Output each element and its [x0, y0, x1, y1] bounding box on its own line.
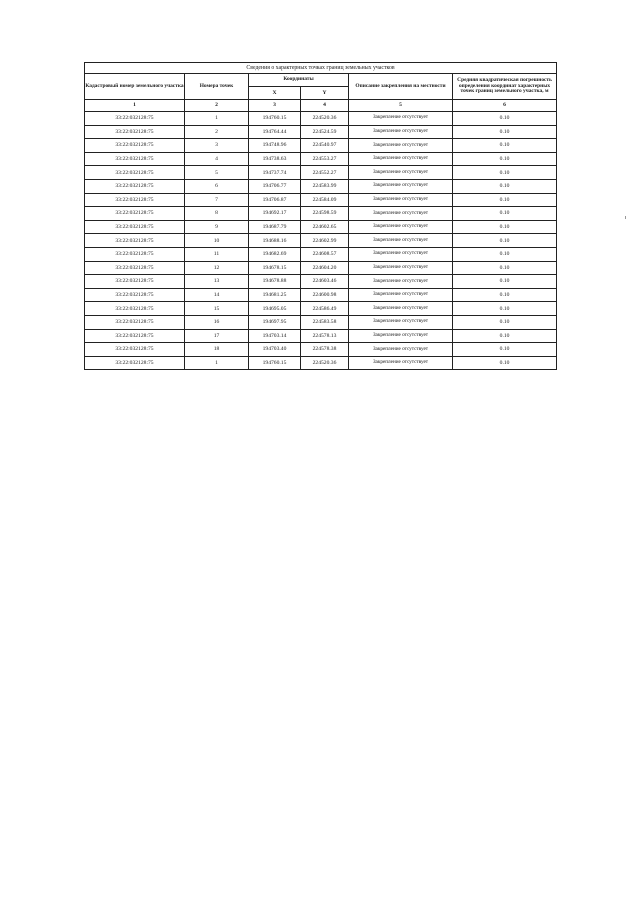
column-number: 4 [301, 100, 349, 112]
cell-accuracy: 0.10 [453, 139, 557, 153]
cell-coord-x: 194764.44 [249, 125, 301, 139]
cell-point-number: 1 [185, 112, 249, 126]
cell-coord-y: 224604.20 [301, 261, 349, 275]
cell-coord-x: 194703.40 [249, 343, 301, 357]
table-row [85, 112, 557, 126]
cell-description: Закрепление отсутствует [349, 343, 453, 357]
cell-point-number: 15 [185, 302, 249, 316]
cell-description: Закрепление отсутствует [349, 152, 453, 166]
cell-accuracy: 0.10 [453, 315, 557, 329]
cell-point-number: 16 [185, 315, 249, 329]
cell-description: Закрепление отсутствует [349, 247, 453, 261]
document-sheet [84, 62, 556, 370]
cell-cadastral: 33:22:032128:75 [85, 275, 185, 289]
cell-cadastral: 33:22:032128:75 [85, 315, 185, 329]
cell-coord-y: 224578.38 [301, 343, 349, 357]
table-row [85, 329, 557, 343]
cell-description: Закрепление отсутствует [349, 139, 453, 153]
table-row [85, 179, 557, 193]
table-row [85, 234, 557, 248]
caption-row [85, 63, 557, 74]
cell-coord-y: 224602.65 [301, 220, 349, 234]
cell-coord-y: 224583.58 [301, 315, 349, 329]
table-row [85, 139, 557, 153]
cell-description: Закрепление отсутствует [349, 112, 453, 126]
cell-description: Закрепление отсутствует [349, 166, 453, 180]
header-row-1 [85, 74, 557, 87]
cell-accuracy: 0.10 [453, 261, 557, 275]
cell-coord-y: 224608.57 [301, 247, 349, 261]
cell-coord-x: 194688.16 [249, 234, 301, 248]
cell-coord-y: 224540.97 [301, 139, 349, 153]
cell-accuracy: 0.10 [453, 356, 557, 370]
cell-description: Закрепление отсутствует [349, 125, 453, 139]
cell-cadastral: 33:22:032128:75 [85, 125, 185, 139]
table-row [85, 343, 557, 357]
cell-coord-y: 224578.13 [301, 329, 349, 343]
cell-cadastral: 33:22:032128:75 [85, 179, 185, 193]
cell-cadastral: 33:22:032128:75 [85, 247, 185, 261]
table-row [85, 193, 557, 207]
cell-cadastral: 33:22:032128:75 [85, 356, 185, 370]
cell-point-number: 11 [185, 247, 249, 261]
cell-coord-y: 224524.59 [301, 125, 349, 139]
cell-coord-x: 194695.05 [249, 302, 301, 316]
cell-coord-y: 224598.59 [301, 207, 349, 221]
cell-coord-x: 194738.63 [249, 152, 301, 166]
cell-point-number: 10 [185, 234, 249, 248]
cell-coord-x: 194692.17 [249, 207, 301, 221]
cell-point-number: 7 [185, 193, 249, 207]
cell-description: Закрепление отсутствует [349, 207, 453, 221]
cell-accuracy: 0.10 [453, 179, 557, 193]
cell-cadastral: 33:22:032128:75 [85, 261, 185, 275]
cell-point-number: 6 [185, 179, 249, 193]
boundary-points-table [84, 62, 557, 370]
cell-cadastral: 33:22:032128:75 [85, 193, 185, 207]
table-row [85, 152, 557, 166]
cell-description: Закрепление отсутствует [349, 193, 453, 207]
cell-accuracy: 0.10 [453, 329, 557, 343]
cell-coord-y: 224520.36 [301, 356, 349, 370]
cell-point-number: 3 [185, 139, 249, 153]
cell-point-number: 2 [185, 125, 249, 139]
cell-point-number: 1 [185, 356, 249, 370]
cell-cadastral: 33:22:032128:75 [85, 166, 185, 180]
header-x: X [249, 87, 301, 100]
table-row [85, 275, 557, 289]
cell-accuracy: 0.10 [453, 275, 557, 289]
cell-accuracy: 0.10 [453, 112, 557, 126]
table-caption: Сведения о характерных точках границ земельных участков [85, 63, 557, 74]
cell-cadastral: 33:22:032128:75 [85, 152, 185, 166]
cell-coord-x: 194687.79 [249, 220, 301, 234]
cell-cadastral: 33:22:032128:75 [85, 220, 185, 234]
table-row [85, 125, 557, 139]
cell-coord-x: 194737.74 [249, 166, 301, 180]
cell-coord-y: 224603.46 [301, 275, 349, 289]
table-row [85, 261, 557, 275]
cell-coord-y: 224586.49 [301, 302, 349, 316]
cell-description: Закрепление отсутствует [349, 315, 453, 329]
cell-description: Закрепление отсутствует [349, 234, 453, 248]
column-number: 1 [85, 100, 185, 112]
cell-point-number: 9 [185, 220, 249, 234]
cell-coord-y: 224602.99 [301, 234, 349, 248]
table-body [85, 112, 557, 370]
cell-description: Закрепление отсутствует [349, 261, 453, 275]
cell-accuracy: 0.10 [453, 343, 557, 357]
cell-coord-y: 224583.99 [301, 179, 349, 193]
cell-accuracy: 0.10 [453, 193, 557, 207]
cell-accuracy: 0.10 [453, 234, 557, 248]
cell-point-number: 5 [185, 166, 249, 180]
cell-accuracy: 0.10 [453, 288, 557, 302]
cell-cadastral: 33:22:032128:75 [85, 139, 185, 153]
cell-coord-x: 194681.25 [249, 288, 301, 302]
cell-cadastral: 33:22:032128:75 [85, 302, 185, 316]
cell-coord-x: 194760.15 [249, 112, 301, 126]
column-number-row [85, 100, 557, 112]
cell-point-number: 17 [185, 329, 249, 343]
cell-description: Закрепление отсутствует [349, 356, 453, 370]
cell-description: Закрепление отсутствует [349, 179, 453, 193]
cell-accuracy: 0.10 [453, 302, 557, 316]
column-number: 3 [249, 100, 301, 112]
cell-accuracy: 0.10 [453, 247, 557, 261]
cell-coord-y: 224553.27 [301, 152, 349, 166]
column-number: 6 [453, 100, 557, 112]
cell-cadastral: 33:22:032128:75 [85, 343, 185, 357]
cell-accuracy: 0.10 [453, 220, 557, 234]
cell-cadastral: 33:22:032128:75 [85, 207, 185, 221]
header-coordinates: Координаты [249, 74, 349, 87]
cell-coord-y: 224520.36 [301, 112, 349, 126]
cell-description: Закрепление отсутствует [349, 220, 453, 234]
cell-coord-y: 224552.27 [301, 166, 349, 180]
cell-cadastral: 33:22:032128:75 [85, 288, 185, 302]
cell-description: Закрепление отсутствует [349, 288, 453, 302]
cell-coord-x: 194678.15 [249, 261, 301, 275]
cell-coord-y: 224600.98 [301, 288, 349, 302]
cell-point-number: 13 [185, 275, 249, 289]
cell-point-number: 18 [185, 343, 249, 357]
cell-coord-x: 194703.14 [249, 329, 301, 343]
column-number: 5 [349, 100, 453, 112]
header-description: Описание закрепления на местности [349, 74, 453, 100]
column-number: 2 [185, 100, 249, 112]
table-row [85, 207, 557, 221]
cell-point-number: 14 [185, 288, 249, 302]
header-point-number: Номера точек [185, 74, 249, 100]
cell-cadastral: 33:22:032128:75 [85, 234, 185, 248]
table-row [85, 247, 557, 261]
table-row [85, 302, 557, 316]
cell-coord-x: 194706.77 [249, 179, 301, 193]
cell-coord-y: 224584.09 [301, 193, 349, 207]
cell-coord-x: 194760.15 [249, 356, 301, 370]
table-row [85, 315, 557, 329]
cell-coord-x: 194748.96 [249, 139, 301, 153]
cell-point-number: 12 [185, 261, 249, 275]
cell-accuracy: 0.10 [453, 125, 557, 139]
cell-coord-x: 194706.87 [249, 193, 301, 207]
cell-point-number: 8 [185, 207, 249, 221]
table-row [85, 356, 557, 370]
table-row [85, 288, 557, 302]
header-y: Y [301, 87, 349, 100]
cell-coord-x: 194697.95 [249, 315, 301, 329]
cell-point-number: 4 [185, 152, 249, 166]
header-cadastral: Кадастровый номер земельного участка [85, 74, 185, 100]
cell-description: Закрепление отсутствует [349, 302, 453, 316]
cell-description: Закрепление отсутствует [349, 275, 453, 289]
cell-accuracy: 0.10 [453, 152, 557, 166]
cell-coord-x: 194678.88 [249, 275, 301, 289]
scan-artifact-mark [625, 216, 626, 219]
cell-cadastral: 33:22:032128:75 [85, 329, 185, 343]
header-accuracy: Средняя квадратическая погрешность определения координат характерных точек границ земельного участка, м [453, 74, 557, 100]
table-row [85, 220, 557, 234]
cell-description: Закрепление отсутствует [349, 329, 453, 343]
cell-cadastral: 33:22:032128:75 [85, 112, 185, 126]
table-row [85, 166, 557, 180]
cell-coord-x: 194682.69 [249, 247, 301, 261]
cell-accuracy: 0.10 [453, 166, 557, 180]
cell-accuracy: 0.10 [453, 207, 557, 221]
